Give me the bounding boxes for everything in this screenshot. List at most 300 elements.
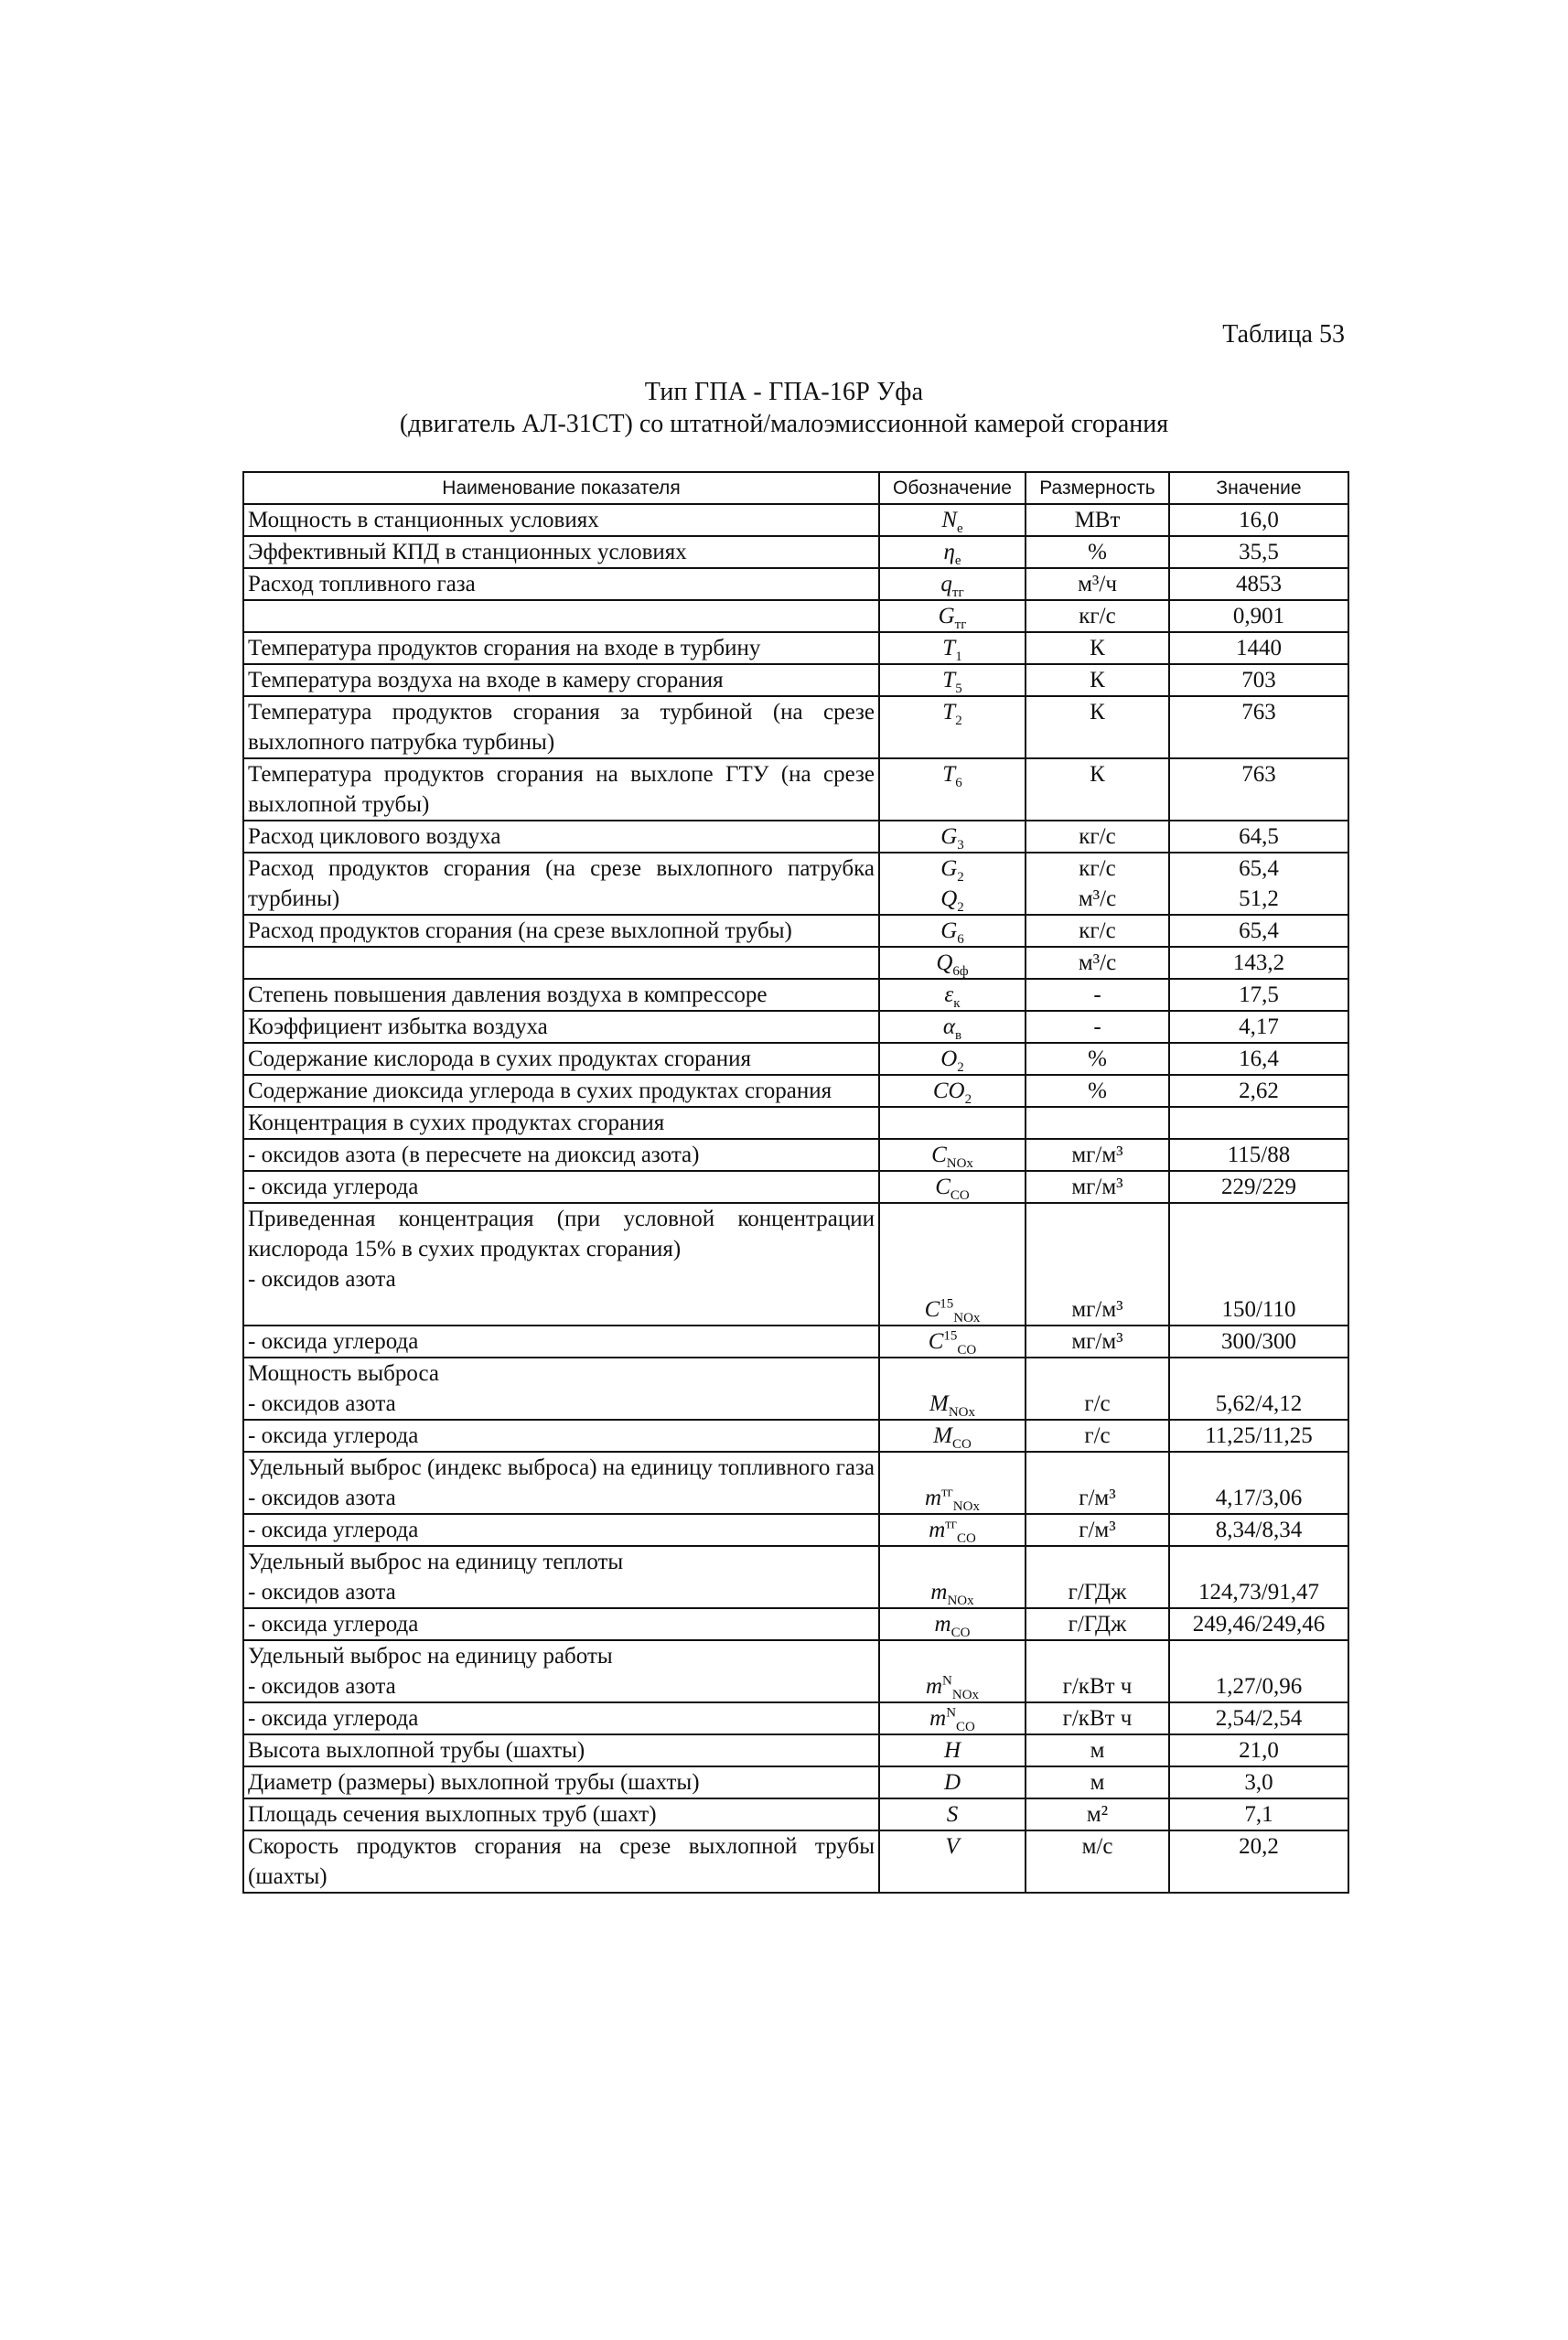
- symbol-letter: η: [943, 540, 955, 564]
- parameter-name-text: Коэффициент избытка воздуха: [248, 1014, 548, 1039]
- parameter-unit: [1026, 696, 1169, 758]
- parameter-name-text: Расход продуктов сгорания (на срезе выхлопной трубы): [248, 918, 792, 943]
- parameter-unit: [1026, 1546, 1169, 1608]
- parameter-name: [243, 1734, 879, 1766]
- unit-text: г/м³: [1079, 1518, 1116, 1542]
- unit-text: г/с: [1084, 1391, 1111, 1416]
- table-row: [243, 568, 1348, 600]
- parameter-name: [243, 979, 879, 1011]
- parameter-unit: [1026, 1203, 1169, 1326]
- parameter-value: [1169, 1798, 1348, 1830]
- parameter-symbol: [879, 1734, 1026, 1766]
- unit-text: г/с: [1084, 1423, 1111, 1448]
- symbol-superscript: тг: [945, 1517, 957, 1532]
- unit-text: К: [1090, 636, 1105, 660]
- unit-text: К: [1090, 762, 1105, 787]
- symbol: [943, 1012, 961, 1042]
- parameter-symbol: [879, 1011, 1026, 1043]
- parameter-value: [1169, 1075, 1348, 1107]
- unit-text: м³/ч: [1078, 572, 1117, 596]
- parameter-name: [243, 1107, 879, 1139]
- parameter-name-text: - оксида углерода: [248, 1423, 419, 1448]
- parameter-symbol: [879, 1139, 1026, 1171]
- symbol-letter: m: [925, 1486, 942, 1510]
- symbol: [931, 1140, 973, 1170]
- parameter-symbol: [879, 632, 1026, 664]
- table-row: [243, 1043, 1348, 1075]
- value-text: 11,25/11,25: [1205, 1423, 1313, 1448]
- parameter-name: [243, 1075, 879, 1107]
- parameter-symbol: [879, 1608, 1026, 1640]
- unit-text: м: [1090, 1770, 1105, 1795]
- symbol-subscript: NOx: [946, 1156, 973, 1171]
- symbol: [929, 1515, 976, 1545]
- parameter-value: [1169, 1358, 1348, 1420]
- unit-text: м: [1090, 1738, 1105, 1763]
- symbol: [942, 759, 961, 789]
- value-text: 4853: [1236, 572, 1282, 596]
- value-text: 150/110: [1221, 1297, 1296, 1322]
- symbol-letter: V: [945, 1834, 960, 1859]
- table-header-row: [243, 472, 1348, 504]
- table-row: [243, 1203, 1348, 1326]
- parameter-value: [1169, 947, 1348, 979]
- table-row: [243, 1326, 1348, 1358]
- parameter-name: [243, 536, 879, 568]
- parameter-unit: [1026, 821, 1169, 853]
- unit-text: м³/с: [1078, 950, 1117, 975]
- symbol: [942, 633, 961, 663]
- parameter-symbol: [879, 1326, 1026, 1358]
- parameter-name-text: Температура продуктов сгорания на входе в турбину: [248, 636, 761, 660]
- symbol-letter: G: [940, 824, 958, 849]
- symbol: [940, 821, 964, 852]
- page-title: Тип ГПА - ГПА-16Р Уфа: [644, 378, 924, 406]
- parameter-symbol: [879, 1798, 1026, 1830]
- parameter-unit: [1026, 1107, 1169, 1139]
- parameter-symbol: [879, 568, 1026, 600]
- value-text: 3,0: [1244, 1770, 1273, 1795]
- parameter-name: [243, 1326, 879, 1358]
- symbol-subscript: CO: [951, 1437, 972, 1452]
- table-row: [243, 504, 1348, 536]
- parameter-name-text: Расход циклового воздуха: [248, 824, 501, 849]
- value-text: 35,5: [1239, 540, 1279, 564]
- parameter-unit: [1026, 1766, 1169, 1798]
- table-row: [243, 947, 1348, 979]
- parameter-symbol: [879, 504, 1026, 536]
- parameter-name: [243, 664, 879, 696]
- parameter-symbol: [879, 1766, 1026, 1798]
- parameter-value: [1169, 1452, 1348, 1514]
- table-row: [243, 1546, 1348, 1608]
- parameter-value: [1169, 1326, 1348, 1358]
- header-name: Наименование показателя: [243, 472, 879, 504]
- symbol: [929, 1389, 975, 1419]
- symbol: [926, 1671, 979, 1701]
- parameter-value: [1169, 1546, 1348, 1608]
- symbol-subscript: NOx: [948, 1405, 975, 1420]
- symbol-subscript: к: [953, 996, 961, 1011]
- parameter-name-text: Температура продуктов сгорания на выхлопе ГТУ (на срезе выхлопной трубы): [248, 762, 875, 817]
- symbol: [925, 1483, 980, 1513]
- value-text: 7,1: [1244, 1802, 1273, 1827]
- parameter-name-text: Удельный выброс (индекс выброса) на единицу топливного газа: [248, 1455, 875, 1480]
- symbol-letter: CO: [932, 1079, 965, 1103]
- table-row: [243, 1420, 1348, 1452]
- symbol-subscript: NOx: [952, 1499, 980, 1514]
- unit-text: г/м³: [1079, 1486, 1116, 1510]
- unit-text: г/кВт ч: [1062, 1706, 1133, 1731]
- parameter-value: [1169, 758, 1348, 821]
- symbol-superscript: 15: [940, 1296, 954, 1312]
- symbol-letter: O: [940, 1047, 958, 1071]
- symbol-letter: T: [942, 668, 956, 692]
- parameter-value: [1169, 600, 1348, 632]
- header-value: Значение: [1169, 472, 1348, 504]
- parameter-name: [243, 758, 879, 821]
- parameter-unit: [1026, 1640, 1169, 1702]
- symbol-letter: C: [928, 1329, 944, 1354]
- symbol-subscript: в: [955, 1028, 962, 1043]
- parameter-unit: [1026, 1702, 1169, 1734]
- parameter-symbol: [879, 696, 1026, 758]
- parameter-unit: [1026, 1043, 1169, 1075]
- value-text: 4,17/3,06: [1215, 1486, 1303, 1510]
- parameter-value: [1169, 696, 1348, 758]
- parameter-unit: [1026, 1608, 1169, 1640]
- parameter-value: [1169, 504, 1348, 536]
- unit-text: кг/с: [1079, 856, 1116, 881]
- parameter-name-text: Приведенная концентрация (при условной концентрации кислорода 15% в сухих продуктах сгорания): [248, 1207, 875, 1261]
- parameter-symbol: [879, 1420, 1026, 1452]
- table-row: [243, 1830, 1348, 1893]
- table-row: [243, 1640, 1348, 1702]
- symbol-subscript: 2: [955, 714, 962, 728]
- parameter-symbol: [879, 1452, 1026, 1514]
- value-text: 65,4: [1239, 918, 1279, 943]
- unit-text: %: [1088, 540, 1107, 564]
- value-text: 21,0: [1239, 1738, 1279, 1763]
- symbol-subscript: NOx: [953, 1311, 981, 1326]
- value-text: 5,62/4,12: [1215, 1391, 1303, 1416]
- symbol-superscript: N: [942, 1673, 952, 1689]
- parameter-unit: [1026, 1420, 1169, 1452]
- unit-text: м²: [1086, 1802, 1109, 1827]
- table-number: Таблица 53: [1222, 320, 1345, 349]
- parameter-symbol: [879, 1514, 1026, 1546]
- symbol: [947, 1799, 959, 1830]
- parameter-symbol: [879, 1075, 1026, 1107]
- unit-text: кг/с: [1079, 918, 1116, 943]
- symbol: [944, 1767, 961, 1798]
- unit-text: К: [1090, 668, 1105, 692]
- symbol-subscript: тг: [951, 585, 964, 600]
- parameter-name-text: Высота выхлопной трубы (шахты): [248, 1738, 585, 1763]
- parameter-unit: [1026, 1734, 1169, 1766]
- symbol-letter: T: [942, 762, 956, 787]
- parameter-name: [243, 1420, 879, 1452]
- parameter-name: [243, 1358, 879, 1420]
- parameter-symbol: [879, 1702, 1026, 1734]
- symbol-letter: Q: [940, 886, 958, 911]
- parameter-symbol: [879, 1203, 1026, 1326]
- parameter-subitem: - оксидов азота: [248, 1674, 396, 1699]
- unit-text: м³/с: [1078, 886, 1117, 911]
- symbol: [930, 1577, 973, 1607]
- unit-text: мг/м³: [1071, 1329, 1123, 1354]
- unit-text: %: [1088, 1047, 1107, 1071]
- symbol-letter: Q: [936, 950, 953, 975]
- parameter-value: [1169, 915, 1348, 947]
- symbol-letter: G: [938, 604, 955, 628]
- symbol-subscript: 6: [957, 932, 964, 947]
- value-text: 300/300: [1221, 1329, 1296, 1354]
- symbol-letter: α: [942, 1014, 956, 1039]
- parameter-name-text: - оксида углерода: [248, 1518, 419, 1542]
- parameter-symbol: [879, 536, 1026, 568]
- parameter-name: [243, 1640, 879, 1702]
- parameter-name: [243, 1702, 879, 1734]
- table-row: [243, 1171, 1348, 1203]
- symbol: [940, 916, 964, 946]
- value-text: 0,901: [1232, 604, 1285, 628]
- parameter-name-text: - оксида углерода: [248, 1329, 419, 1354]
- value-text: 763: [1241, 700, 1276, 725]
- parameter-unit: [1026, 1452, 1169, 1514]
- parameter-value: [1169, 1420, 1348, 1452]
- parameter-name: [243, 1546, 879, 1608]
- symbol: [939, 601, 967, 631]
- symbol-subscript: CO: [956, 1531, 976, 1546]
- parameter-name-text: Температура продуктов сгорания за турбиной (на срезе выхлопного патрубка турбины): [248, 700, 875, 755]
- table-row: [243, 1766, 1348, 1798]
- parameter-value: [1169, 1011, 1348, 1043]
- value-text: 1440: [1236, 636, 1282, 660]
- table-row: [243, 1075, 1348, 1107]
- symbol-letter: S: [946, 1802, 959, 1827]
- parameter-name-text: - оксида углерода: [248, 1706, 419, 1731]
- symbol: [944, 1735, 961, 1766]
- parameter-name: [243, 1798, 879, 1830]
- parameter-symbol: [879, 1171, 1026, 1203]
- table-row: [243, 1139, 1348, 1171]
- parameter-name: [243, 1171, 879, 1203]
- parameter-subitem: - оксидов азота: [248, 1486, 396, 1510]
- parameter-unit: [1026, 1326, 1169, 1358]
- table-row: [243, 979, 1348, 1011]
- value-text: 64,5: [1239, 824, 1279, 849]
- parameter-unit: [1026, 664, 1169, 696]
- parameter-value: [1169, 1830, 1348, 1893]
- parameter-name-text: Площадь сечения выхлопных труб (шахт): [248, 1802, 657, 1827]
- table-row: [243, 1011, 1348, 1043]
- value-text: 8,34/8,34: [1215, 1518, 1303, 1542]
- parameter-name: [243, 821, 879, 853]
- parameter-symbol: [879, 600, 1026, 632]
- parameter-name: [243, 696, 879, 758]
- parameter-name: [243, 504, 879, 536]
- table-row: [243, 821, 1348, 853]
- parameter-name-text: Расход топливного газа: [248, 572, 476, 596]
- value-text: 4,17: [1239, 1014, 1279, 1039]
- parameter-unit: [1026, 568, 1169, 600]
- symbol: [940, 569, 963, 599]
- parameter-value: [1169, 1139, 1348, 1171]
- parameter-value: [1169, 664, 1348, 696]
- parameter-name: [243, 1830, 879, 1893]
- symbol-letter: ε: [944, 982, 954, 1007]
- symbol: [935, 1609, 971, 1639]
- parameter-name-text: Степень повышения давления воздуха в компрессоре: [248, 982, 768, 1007]
- value-text: 2,54/2,54: [1215, 1706, 1303, 1731]
- parameter-value: [1169, 1702, 1348, 1734]
- parameter-name-text: Содержание кислорода в сухих продуктах сгорания: [248, 1047, 751, 1071]
- parameter-name: [243, 1608, 879, 1640]
- symbol-letter: q: [940, 572, 952, 596]
- parameter-value: [1169, 1171, 1348, 1203]
- symbol: [940, 1044, 964, 1074]
- symbol-letter: H: [943, 1738, 961, 1763]
- symbol-subscript: 2: [957, 870, 964, 885]
- symbol: [936, 948, 968, 978]
- parameter-subitem: - оксидов азота: [248, 1267, 396, 1292]
- symbol-letter: T: [942, 700, 956, 725]
- value-text: 65,4: [1239, 856, 1279, 881]
- table-row: [243, 853, 1348, 915]
- parameter-value: [1169, 1514, 1348, 1546]
- parameter-name: [243, 1766, 879, 1798]
- header-symbol: Обозначение: [879, 472, 1026, 504]
- parameter-name-text: Диаметр (размеры) выхлопной трубы (шахты): [248, 1770, 700, 1795]
- parameter-unit: [1026, 1358, 1169, 1420]
- parameter-name-text: Расход продуктов сгорания (на срезе выхлопного патрубка турбины): [248, 856, 875, 911]
- symbol-letter: M: [933, 1423, 952, 1448]
- parameter-symbol: [879, 915, 1026, 947]
- parameter-unit: [1026, 1139, 1169, 1171]
- parameter-name: [243, 853, 879, 915]
- symbol-letter: m: [925, 1674, 943, 1699]
- unit-text: К: [1090, 700, 1105, 725]
- table-row: [243, 696, 1348, 758]
- parameter-value: [1169, 568, 1348, 600]
- symbol: [942, 697, 961, 727]
- parameter-name-text: Температура воздуха на входе в камеру сгорания: [248, 668, 724, 692]
- symbol-letter: T: [942, 636, 956, 660]
- symbol-subscript: 6: [955, 776, 962, 790]
- parameter-name: [243, 1139, 879, 1171]
- unit-text: -: [1093, 982, 1101, 1007]
- unit-text: кг/с: [1079, 604, 1116, 628]
- value-text: 20,2: [1239, 1834, 1279, 1859]
- symbol-letter: N: [941, 508, 957, 532]
- symbol: [935, 1172, 970, 1202]
- parameter-value: [1169, 1766, 1348, 1798]
- parameter-symbol: [879, 821, 1026, 853]
- symbol: [925, 1294, 981, 1325]
- parameter-unit: [1026, 1830, 1169, 1893]
- parameter-unit: [1026, 632, 1169, 664]
- unit-text: мг/м³: [1071, 1143, 1123, 1167]
- symbol: [940, 853, 964, 884]
- parameter-value: [1169, 1734, 1348, 1766]
- symbol-letter: C: [935, 1175, 950, 1199]
- symbol-subscript: CO: [957, 1343, 977, 1358]
- symbol: [941, 505, 962, 535]
- symbol-subscript: CO: [950, 1626, 971, 1640]
- symbol: [929, 1326, 977, 1357]
- symbol-superscript: 15: [943, 1328, 958, 1344]
- symbol: [943, 537, 961, 567]
- unit-text: г/ГДж: [1068, 1612, 1127, 1637]
- header-unit: Размерность: [1026, 472, 1169, 504]
- parameter-symbol: [879, 1358, 1026, 1420]
- symbol-letter: G: [940, 918, 958, 943]
- table-row: [243, 1107, 1348, 1139]
- parameter-symbol: [879, 1640, 1026, 1702]
- value-text: 249,46/249,46: [1192, 1612, 1326, 1637]
- parameter-unit: [1026, 536, 1169, 568]
- value-text: 16,4: [1239, 1047, 1279, 1071]
- parameters-table: [242, 471, 1349, 1894]
- parameter-unit: [1026, 758, 1169, 821]
- symbol-letter: D: [943, 1770, 961, 1795]
- unit-text: %: [1088, 1079, 1107, 1103]
- value-text: 51,2: [1239, 886, 1279, 911]
- table-row: [243, 1608, 1348, 1640]
- symbol-subscript: CO: [956, 1720, 975, 1734]
- unit-text: мг/м³: [1071, 1297, 1123, 1322]
- unit-text: г/кВт ч: [1062, 1674, 1133, 1699]
- parameter-symbol: [879, 1107, 1026, 1139]
- symbol-letter: G: [940, 856, 958, 881]
- symbol: [933, 1421, 972, 1451]
- symbol-subscript: 2: [957, 1060, 964, 1075]
- table-row: [243, 1798, 1348, 1830]
- value-text: 143,2: [1232, 950, 1285, 975]
- value-text: 229/229: [1221, 1175, 1296, 1199]
- parameter-symbol: [879, 947, 1026, 979]
- symbol-letter: C: [924, 1297, 940, 1322]
- value-text: 115/88: [1227, 1143, 1291, 1167]
- unit-text: кг/с: [1079, 824, 1116, 849]
- value-text: 1,27/0,96: [1215, 1674, 1303, 1699]
- symbol-letter: m: [930, 1580, 948, 1605]
- parameter-name-text: Содержание диоксида углерода в сухих продуктах сгорания: [248, 1079, 832, 1103]
- parameter-symbol: [879, 853, 1026, 915]
- parameter-unit: [1026, 1011, 1169, 1043]
- parameter-name-text: - оксида углерода: [248, 1175, 419, 1199]
- symbol-letter: m: [934, 1612, 951, 1637]
- symbol-letter: m: [929, 1706, 947, 1731]
- parameter-unit: [1026, 1514, 1169, 1546]
- parameter-value: [1169, 1608, 1348, 1640]
- symbol: [945, 1831, 959, 1862]
- parameter-unit: [1026, 979, 1169, 1011]
- parameter-name-text: Мощность выброса: [248, 1361, 439, 1386]
- parameter-value: [1169, 632, 1348, 664]
- symbol-subscript: NOx: [947, 1594, 974, 1608]
- symbol-subscript: е: [954, 553, 961, 568]
- symbol-letter: C: [931, 1143, 947, 1167]
- symbol-subscript: 3: [957, 838, 964, 853]
- parameter-value: [1169, 1640, 1348, 1702]
- parameter-value: [1169, 821, 1348, 853]
- value-text: 16,0: [1239, 508, 1279, 532]
- parameter-unit: [1026, 600, 1169, 632]
- parameter-name: [243, 568, 879, 600]
- table-row: [243, 536, 1348, 568]
